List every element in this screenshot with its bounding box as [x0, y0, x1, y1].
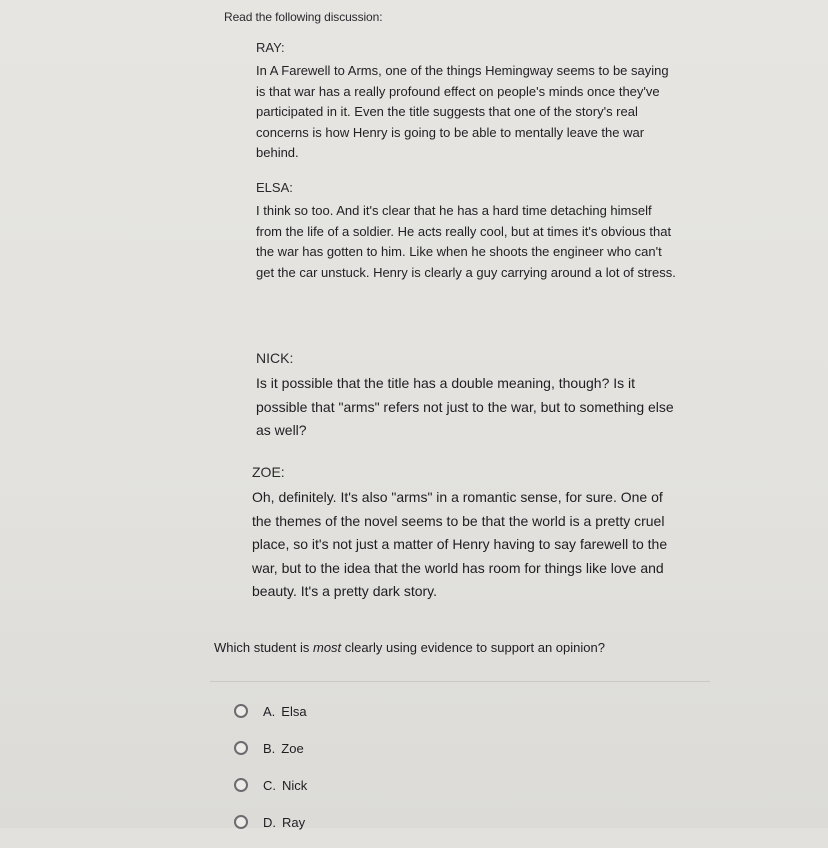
choice-label: Zoe — [281, 740, 304, 756]
speaker-name-zoe: ZOE: — [252, 464, 285, 480]
choice-letter: D. — [263, 814, 276, 830]
speaker-ray — [256, 40, 676, 164]
speaker-text-ray: In A Farewell to Arms, one of the things Hemingway seems to be saying is that war has a really profound effect on people's minds once they've participated in it. Even the title suggests that one of the story's real concerns is how Henry is going to be able to mentally leave the war behind. — [256, 63, 669, 161]
question-text-before: Which student is — [214, 640, 313, 655]
speaker-name-nick: NICK: — [256, 350, 294, 366]
question-text-after: clearly using evidence to support an opinion? — [341, 640, 605, 655]
choice-label: Ray — [282, 814, 306, 830]
choice-d[interactable] — [234, 811, 307, 833]
question-text — [214, 640, 605, 655]
answer-choices — [234, 700, 307, 848]
speaker-elsa — [256, 180, 676, 283]
choice-a[interactable] — [234, 700, 307, 722]
divider — [210, 681, 710, 682]
choice-c[interactable] — [234, 774, 307, 796]
speaker-text-nick: Is it possible that the title has a double meaning, though? Is it possible that "arms" refers not just to the war, but to something else as well? — [256, 375, 674, 438]
radio-button-icon[interactable] — [234, 741, 248, 755]
speaker-name-elsa: ELSA: — [256, 180, 293, 195]
choice-label: Elsa — [281, 703, 307, 719]
choice-label: Nick — [282, 777, 308, 793]
speaker-nick — [256, 350, 676, 443]
radio-button-icon[interactable] — [234, 704, 248, 718]
speaker-name-ray: RAY: — [256, 40, 285, 55]
discussion-intro: Read the following discussion: — [224, 10, 383, 24]
radio-button-icon[interactable] — [234, 815, 248, 829]
radio-button-icon[interactable] — [234, 778, 248, 792]
choice-b[interactable] — [234, 737, 307, 759]
speaker-text-elsa: I think so too. And it's clear that he has a hard time detaching himself from the life of a soldier. He acts really cool, but at times it's obvious that the war has gotten to him. Like when he shoots the engineer who can't get the car unstuck. Henry is clearly a guy carrying around a lot of stress. — [256, 203, 676, 280]
choice-letter: C. — [263, 777, 276, 793]
speaker-text-zoe: Oh, definitely. It's also "arms" in a romantic sense, for sure. One of the themes of the novel seems to be that the world is a pretty cruel place, so it's not just a matter of Henry having to say farewell to the war, but to the idea that the world has room for things like love and beauty. It's a pretty dark story. — [252, 489, 668, 599]
question-emphasis: most — [313, 640, 342, 655]
speaker-zoe — [252, 464, 682, 604]
choice-letter: A. — [263, 703, 276, 719]
choice-letter: B. — [263, 740, 276, 756]
